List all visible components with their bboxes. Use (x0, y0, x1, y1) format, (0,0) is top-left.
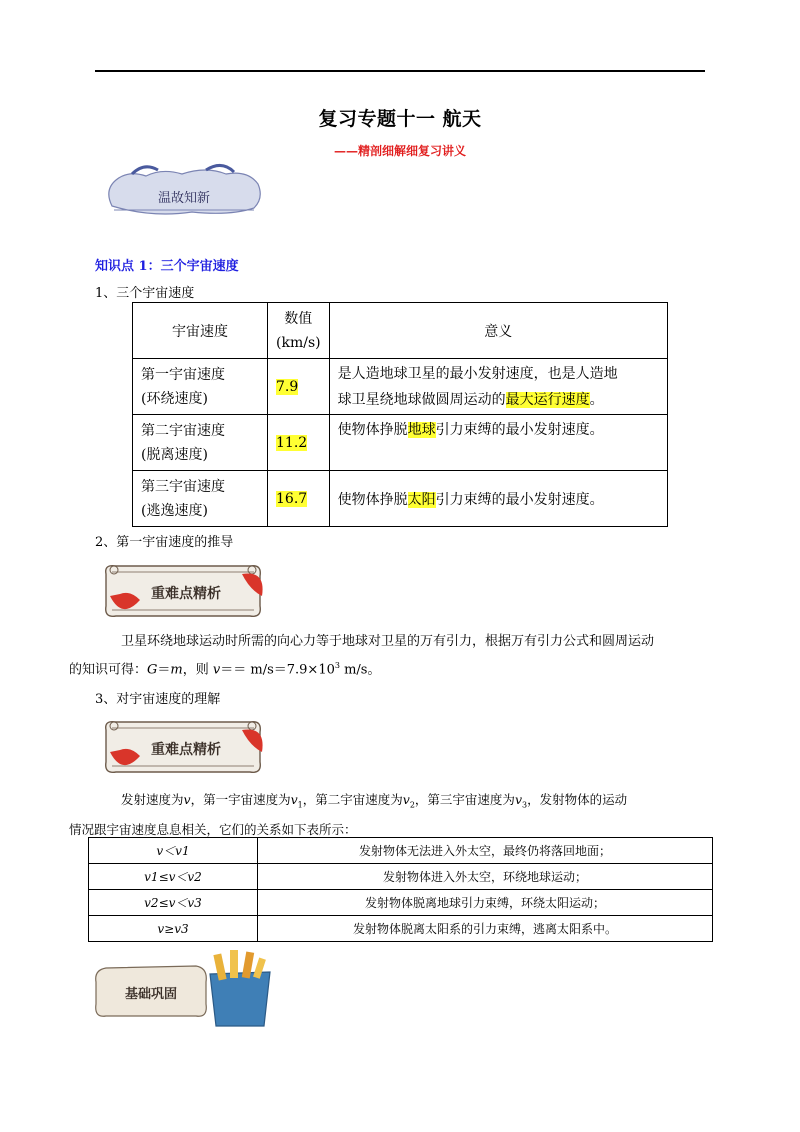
table-row (89, 890, 713, 916)
result-cell: 发射物体脱离地球引力束缚，环绕太阳运动； (258, 890, 713, 916)
page-subtitle: ——精剖细解细复习讲义 (333, 144, 466, 158)
text: 的知识可得： (69, 662, 148, 678)
condition-cell: v＜v1 (89, 838, 258, 864)
speed-value-cell (268, 415, 330, 471)
consolidate-banner (92, 948, 272, 1028)
speed-value-cell (268, 359, 330, 415)
text: 发射速度为 (121, 792, 184, 807)
exponent: 3 (334, 661, 340, 670)
condition-cell: v2≤v＜v3 (89, 890, 258, 916)
section3-heading: 3、对宇宙速度的理解 (95, 692, 221, 707)
speed-name-cell (133, 415, 268, 471)
key-points-banner-text: 重难点精析 (151, 742, 221, 758)
speed-name: 第一宇宙速度 (141, 366, 225, 383)
speed-value: 7.9 (276, 378, 299, 395)
speed-name-cell (133, 359, 268, 415)
text: ＝ (157, 662, 171, 678)
key-points-banner (100, 716, 270, 778)
speed-meaning-cell (329, 359, 667, 415)
condition-cell: v≥v3 (89, 916, 258, 942)
text: ，第二宇宙速度为 (302, 792, 403, 807)
speed-meaning-cell (329, 415, 667, 471)
speed-name-cell (133, 471, 268, 527)
result-cell: 发射物体进入外太空，环绕地球运动； (258, 864, 713, 890)
speed-alias: (逃逸速度) (141, 502, 208, 519)
condition-cell: v1≤v＜v2 (89, 864, 258, 890)
speed-alias: (环绕速度) (141, 390, 208, 407)
section1-heading: 1、三个宇宙速度 (95, 286, 195, 301)
speed-alias: (脱离速度) (141, 446, 208, 463)
table-row (89, 864, 713, 890)
knowledge-point-heading: 知识点 1：三个宇宙速度 (95, 259, 239, 274)
meaning-highlight: 地球 (407, 422, 436, 438)
speed-value-cell (268, 471, 330, 527)
meaning-text: 球卫星绕地球做圆周运动的 (337, 391, 506, 408)
speed-name: 第二宇宙速度 (141, 422, 225, 439)
review-banner-text: 温故知新 (157, 191, 211, 206)
text: ，则 (182, 662, 213, 678)
text: ＝＝ m/s＝7.9×10 (220, 662, 335, 678)
review-banner (102, 160, 267, 220)
table-row (89, 838, 713, 864)
speed-meaning-cell (329, 471, 667, 527)
launch-relation-table (88, 837, 713, 942)
result-cell: 发射物体脱离太阳系的引力束缚，逃离太阳系中。 (258, 916, 713, 942)
derivation-line2 (69, 654, 380, 682)
col-header-value (268, 303, 330, 359)
text: ，发射物体的运动 (527, 792, 628, 807)
table-row (133, 359, 668, 415)
var-m: m (170, 662, 183, 678)
derivation-paragraph (69, 630, 707, 682)
key-points-banner-text: 重难点精析 (151, 586, 221, 602)
var-v2: v (402, 792, 410, 807)
var-v: v (183, 792, 191, 807)
meaning-highlight: 最大运行速度 (505, 391, 590, 408)
var-v3: v (514, 792, 522, 807)
text: 情况跟宇宙速度息息相关，它们的关系如下表所示： (69, 821, 357, 837)
cosmic-speed-table (132, 302, 668, 527)
meaning-text: 是人造地球卫星的最小发射速度，也是人造地 (337, 365, 618, 382)
speed-name: 第三宇宙速度 (141, 478, 225, 495)
var-v1: v (290, 792, 298, 807)
key-points-banner (100, 560, 270, 622)
understanding-paragraph (69, 788, 707, 842)
result-cell: 发射物体无法进入外太空，最终仍将落回地面； (258, 838, 713, 864)
meaning-text: 使物体挣脱 (337, 491, 408, 508)
derivation-line1: 卫星环绕地球运动时所需的向心力等于地球对卫星的万有引力，根据万有引力公式和圆周运动 (121, 634, 655, 649)
section2-heading: 2、第一宇宙速度的推导 (95, 535, 234, 550)
header-rule (95, 70, 705, 72)
consolidate-banner-text: 基础巩固 (124, 987, 178, 1002)
var-v: v (212, 662, 221, 678)
subscript: 1 (297, 800, 303, 810)
meaning-text: 使物体挣脱 (337, 422, 408, 438)
subscript: 3 (522, 800, 528, 810)
meaning-text: 引力束缚的最小发射速度。 (435, 422, 604, 438)
table-row (133, 415, 668, 471)
col-header-value-name: 数值 (284, 310, 313, 327)
text: m/s。 (339, 662, 381, 678)
speed-value: 16.7 (276, 490, 308, 507)
meaning-text: 。 (589, 391, 604, 408)
meaning-text: 引力束缚的最小发射速度。 (435, 491, 604, 508)
table-header-row (133, 303, 668, 359)
col-header-meaning: 意义 (329, 303, 667, 359)
meaning-highlight: 太阳 (407, 491, 436, 508)
subscript: 2 (409, 800, 415, 810)
table-row (89, 916, 713, 942)
var-g: G (147, 662, 158, 678)
page-title: 复习专题十一 航天 (318, 108, 482, 130)
col-header-speed: 宇宙速度 (133, 303, 268, 359)
table-row (133, 471, 668, 527)
speed-value: 11.2 (276, 434, 308, 451)
text: ，第三宇宙速度为 (414, 792, 515, 807)
col-header-value-unit: (km/s) (276, 334, 321, 351)
text: ，第一宇宙速度为 (190, 792, 291, 807)
